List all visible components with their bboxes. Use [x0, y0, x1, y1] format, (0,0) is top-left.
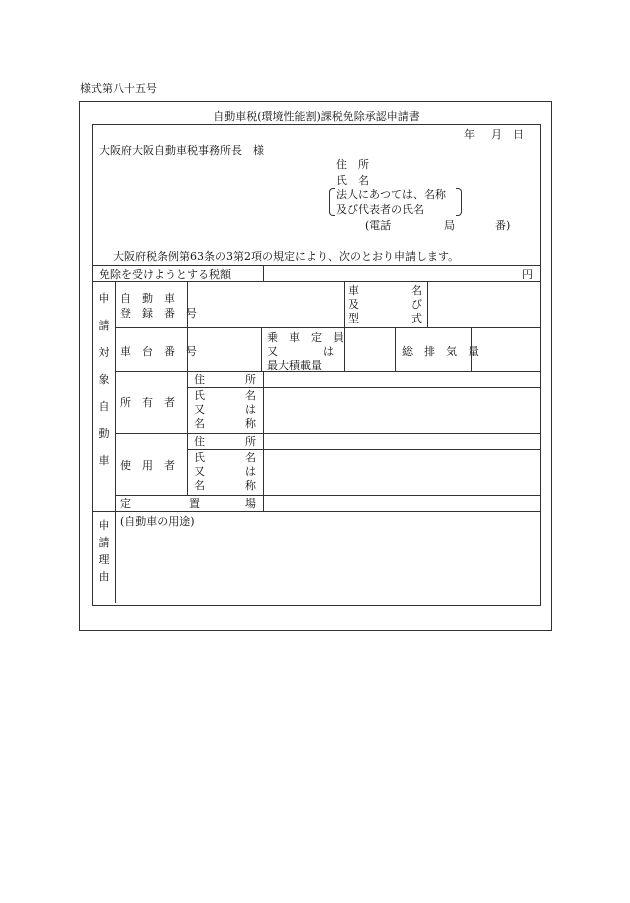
phone-label: (電話	[365, 219, 392, 232]
phone-bureau: 局	[444, 219, 455, 232]
right-bracket	[456, 188, 462, 216]
car-name-3: 型	[348, 312, 359, 325]
applicant-name-label: 氏 名	[336, 174, 369, 187]
date-month: 月	[491, 128, 502, 141]
exempt-amount-label: 免除を受けようとする税額	[99, 268, 231, 281]
left-bracket	[329, 188, 335, 216]
car-name-2: 及	[348, 298, 359, 311]
user-label: 使 用 者	[120, 459, 175, 472]
owner-label: 所 有 者	[120, 396, 175, 409]
usage-label: (自動車の用途)	[120, 515, 195, 528]
displacement-label: 総 排 気 量	[402, 345, 479, 358]
vehicle-side-label: 申 請 対 象 自 動 車	[98, 292, 110, 467]
applicant-address-label: 住 所	[336, 158, 369, 171]
addressee: 大阪府大阪自動車税事務所長 様	[99, 144, 264, 157]
application-form	[79, 101, 552, 631]
form-title: 自動車税(環境性能割)課税免除承認申請書	[213, 110, 420, 123]
corp-note-1: 法人にあつては、名称	[336, 188, 446, 201]
date-year: 年	[464, 128, 475, 141]
form-body: 年 月 日 大阪府大阪自動車税事務所長 様 住 所 氏 名 法人にあつては、名称 及び代表者の氏名 (電話 局 番) 大阪府税条例第63条の3第2項の規定により、次のとおり申請します。 免除を受けようとする税額 円 申 請 対 象 自 動 車 自 動 車 登 録 番 号 車 名 及 び 型 式 車 台 番 号 乗 車 定 員 又 は 最大積載量 総 排 気 量 所 有 者 住 所 氏 名 又 は 名 称 使 用 者 住 所 氏 名 又 は 名 称 定 置 場 申 請 理 由 (自動車の用途)	[92, 124, 541, 606]
storage-label: 定	[120, 497, 131, 510]
statement: 大阪府税条例第63条の3第2項の規定により、次のとおり申請します。	[113, 250, 460, 263]
date-day: 日	[513, 128, 524, 141]
reg-no-label-1: 自 動 車	[120, 292, 175, 305]
corp-note-2: 及び代表者の氏名	[336, 203, 424, 216]
car-name-1: 車	[348, 284, 359, 297]
yen-label: 円	[522, 268, 533, 281]
capacity-label-1: 乗 車 定 員	[267, 331, 344, 344]
phone-number: 番)	[495, 219, 511, 232]
capacity-label-3: 最大積載量	[267, 359, 322, 372]
reason-side-label: 申 請 理 由	[98, 519, 110, 583]
form-number: 様式第八十五号	[80, 82, 157, 95]
chassis-label: 車 台 番 号	[120, 345, 197, 358]
reg-no-label-2: 登 録 番 号	[120, 307, 197, 320]
